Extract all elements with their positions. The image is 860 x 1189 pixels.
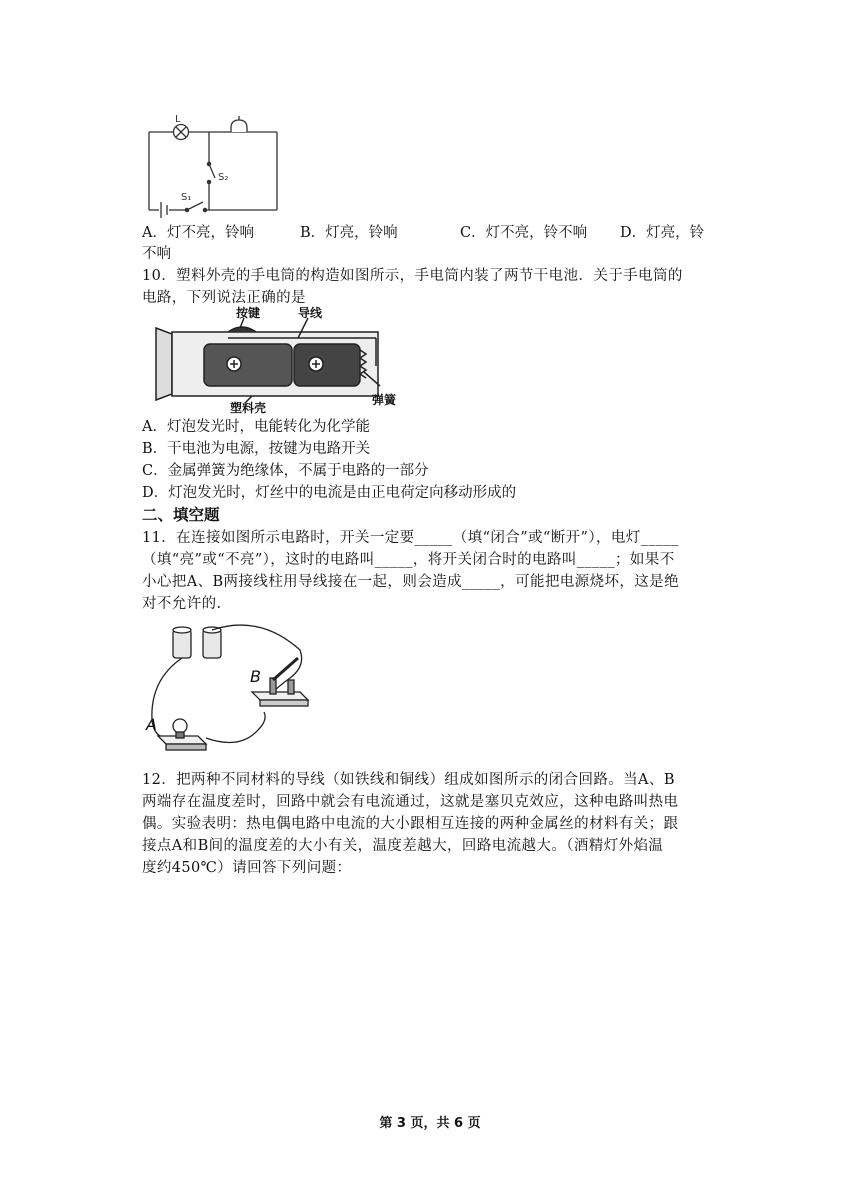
q12-line-4: 接点A和B间的温度差的大小有关，温度差越大，回路电流越大。（酒精灯外焰温 bbox=[142, 838, 664, 854]
q9-lamp-label: L bbox=[175, 114, 181, 125]
q10-label-wire: 导线 bbox=[298, 306, 323, 320]
q12-line-2: 两端存在温度差时，回路中就会有电流通过，这就是塞贝克效应，这种电路叫热电 bbox=[142, 794, 679, 810]
q10-label-shell: 塑料壳 bbox=[230, 401, 267, 414]
q10-flashlight-figure bbox=[148, 306, 408, 414]
q10-option-b: B．干电池为电源，按键为电路开关 bbox=[142, 441, 371, 457]
q10-option-c: C．金属弹簧为绝缘体，不属于电路的一部分 bbox=[142, 463, 429, 479]
q11-line-3: 小心把A、B两接线柱用导线接在一起，则会造成_____，可能把电源烧坏，这是绝 bbox=[142, 574, 679, 590]
q9-switch2-label: S₂ bbox=[218, 172, 229, 183]
q9-option-b: B．灯亮，铃响 bbox=[300, 225, 398, 241]
q11-line-4: 对不允许的. bbox=[142, 596, 222, 612]
q11-label-a: A bbox=[146, 715, 157, 734]
q12-line-5: 度约450℃）请回答下列问题： bbox=[142, 860, 352, 876]
q10-label-key: 按键 bbox=[236, 306, 261, 320]
q11-line-2: （填“亮”或“不亮”），这时的电路叫_____，将开关闭合时的电路叫_____；如果不 bbox=[142, 552, 675, 568]
q9-option-d: D．灯亮，铃 bbox=[620, 225, 705, 241]
q12-line-3: 偶。实验表明：热电偶电路中电流的大小跟相互连接的两种金属丝的材料有关；跟 bbox=[142, 816, 679, 832]
q10-option-a: A．灯泡发光时，电能转化为化学能 bbox=[142, 419, 370, 435]
q10-option-d: D．灯泡发光时，灯丝中的电流是由正电荷定向移动形成的 bbox=[142, 485, 517, 501]
q10-label-spring: 弹簧 bbox=[372, 393, 397, 407]
q10-line-2: 电路，下列说法正确的是 bbox=[142, 290, 306, 306]
q11-circuit-figure bbox=[140, 620, 310, 760]
q11-line-1: 11．在连接如图所示电路时，开关一定要_____（填“闭合”或“断开”），电灯_____ bbox=[142, 530, 679, 546]
q10-line-1: 10．塑料外壳的手电筒的构造如图所示，手电筒内装了两节干电池．关于手电筒的 bbox=[142, 268, 683, 284]
q11-label-b: B bbox=[250, 667, 261, 686]
q9-option-a: A．灯不亮，铃响 bbox=[142, 225, 254, 241]
section-heading-fill-blank: 二、填空题 bbox=[142, 506, 220, 524]
q12-line-1: 12．把两种不同材料的导线（如铁线和铜线）组成如图所示的闭合回路。当A、B bbox=[142, 772, 675, 788]
q9-option-c: C．灯不亮，铃不响 bbox=[460, 225, 588, 241]
q9-option-d-wrap: 不响 bbox=[142, 246, 171, 262]
q9-switch1-label: S₁ bbox=[181, 192, 192, 203]
page-footer: 第 3 页，共 6 页 bbox=[379, 1116, 481, 1131]
q9-circuit-figure bbox=[143, 114, 283, 218]
